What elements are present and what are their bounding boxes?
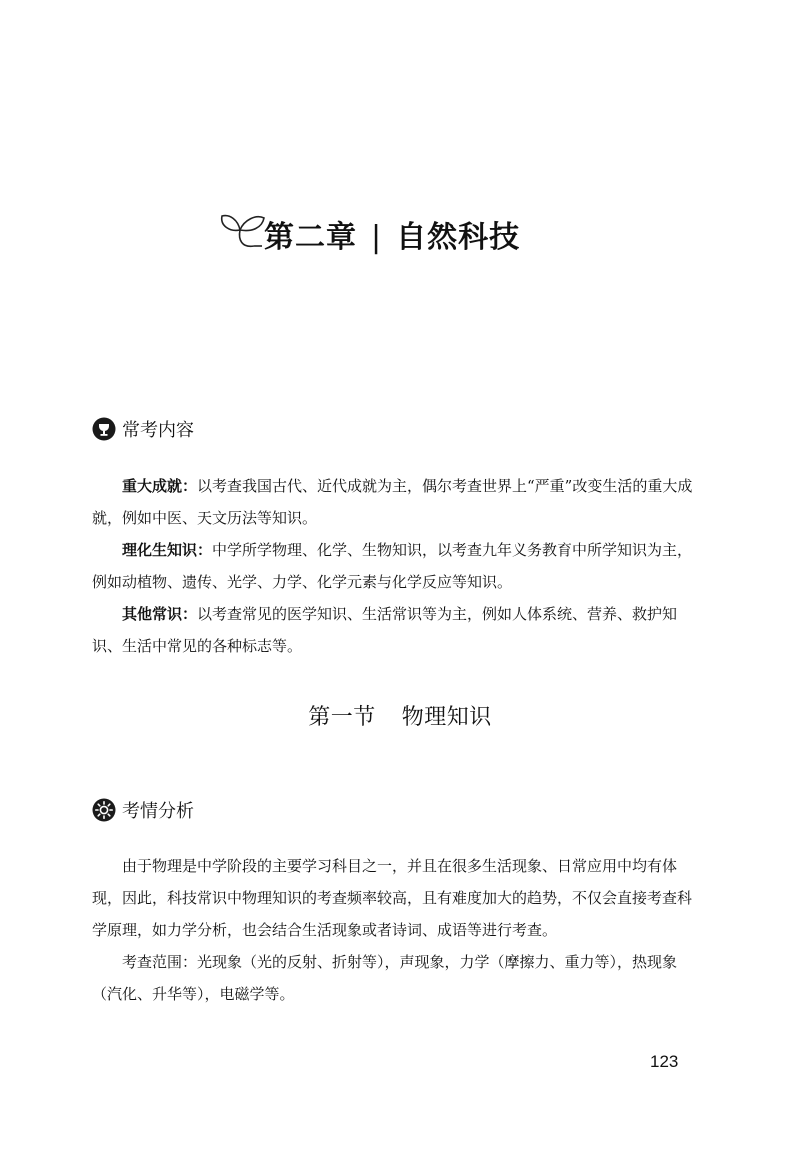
chapter-number: 第二章 <box>264 220 357 255</box>
sun-icon <box>92 798 116 822</box>
analysis-paragraph-1: 由于物理是中学阶段的主要学习科目之一，并且在很多生活现象、日常应用中均有体现，因此，科技常识中物理知识的考查频率较高，且有难度加大的趋势，不仅会直接考查科学原理，如力学分析，也会结合生活现象或者诗词、成语等进行考查。 <box>92 857 693 939</box>
science-label: 理化生知识： <box>122 541 213 559</box>
other-text: 以考查常见的医学知识、生活常识等为主，例如人体系统、营养、救护知识、生活中常见的各种标志等。 <box>92 605 678 655</box>
common-content-body <box>92 470 698 662</box>
analysis-paragraph-2 <box>92 946 698 1010</box>
common-content-title: 常考内容 <box>122 420 194 441</box>
chapter-name: 自然科技 <box>396 220 521 255</box>
achievements-label: 重大成就： <box>122 477 198 495</box>
analysis-title: 考情分析 <box>122 801 194 822</box>
science-text: 中学所学物理、化学、生物知识，以考查九年义务教育中所学知识为主，例如动植物、遗传、光学、力学、化学元素与化学反应等知识。 <box>92 541 693 591</box>
section-number: 第一节 <box>308 705 376 730</box>
other-label: 其他常识： <box>122 605 198 623</box>
paragraph-achievements <box>92 470 698 534</box>
chapter-separator: | <box>371 220 383 255</box>
common-content-heading <box>92 416 194 442</box>
analysis-body <box>92 850 698 1010</box>
chapter-heading <box>264 212 520 256</box>
sprout-icon <box>216 206 268 250</box>
section-name: 物理知识 <box>401 705 492 730</box>
achievements-text: 以考查我国古代、近代成就为主，偶尔考查世界上“严重”改变生活的重大成就，例如中医、天文历法等知识。 <box>92 477 693 527</box>
paragraph-science <box>92 534 698 598</box>
paragraph-other <box>92 598 698 662</box>
section-title <box>0 700 800 731</box>
chapter-title <box>0 204 800 268</box>
cup-icon <box>92 417 116 441</box>
scope-label: 考查范围： <box>122 953 198 971</box>
page-number: 123 <box>650 1052 679 1071</box>
analysis-heading <box>92 797 194 823</box>
scope-text: 光现象（光的反射、折射等），声现象，力学（摩擦力、重力等），热现象（汽化、升华等），电磁学等。 <box>92 953 678 1003</box>
